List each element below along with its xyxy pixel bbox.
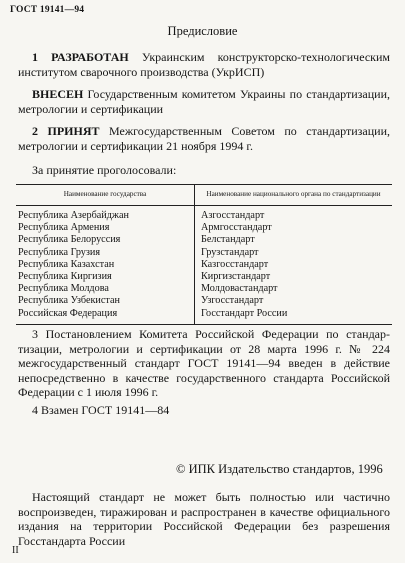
item-introduced-lead: ВНЕСЕН — [32, 87, 84, 101]
table-cell-body: Узгосстандарт — [195, 295, 393, 307]
item-2-adopted — [18, 124, 390, 153]
table-cell-state: Республика Казахстан — [18, 258, 115, 270]
table-header-body: Наименование национального органа по стандартизации — [195, 185, 393, 206]
table-header-row — [16, 185, 392, 206]
item-1-lead: 1 РАЗРАБОТАН — [32, 50, 129, 64]
document-code: ГОСТ 19141—94 — [10, 5, 85, 15]
table-cell-state: Республика Молдова — [18, 283, 109, 295]
table-row — [16, 283, 392, 295]
item-1-text: Украинским конструкторско-технологическим институтом сварочного производства (УкрИСП) — [18, 50, 390, 79]
table-cell-state: Республика Армения — [18, 222, 110, 234]
table-cell-state: Республика Киргизия — [18, 271, 112, 283]
page-number: II — [12, 545, 19, 556]
table-cell-state: Республика Грузия — [18, 246, 101, 258]
member-states-table — [16, 184, 392, 325]
copyright-notice: © ИПК Издательство стандартов, 1996 — [176, 462, 383, 476]
table-row — [16, 295, 392, 307]
item-4-replaces: 4 Взамен ГОСТ 19141—84 — [32, 403, 170, 417]
table-cell-state: Республика Белоруссия — [18, 234, 121, 246]
table-cell-body: Азгосстандарт — [195, 206, 393, 223]
table-cell-body: Киргизстандарт — [195, 271, 393, 283]
item-introduced — [18, 87, 390, 116]
table-cell-state: Российская Федерация — [16, 308, 195, 325]
item-3-resolution: 3 Постановлением Комитета Российской Федерации по стандартизации, метрологии и сертификации от 28 марта 1996 г. № 224 межгосударственный стандарт ГОСТ 19141—94 введен в действие непосредственно в качестве государственного стандарта Российской Федерации с 1 июля 1996 г. — [18, 327, 390, 399]
table-cell-body: Армгосстандарт — [195, 222, 393, 234]
table-row — [16, 271, 392, 283]
preface-title: Предисловие — [167, 24, 238, 38]
item-2-lead: 2 ПРИНЯТ — [32, 124, 100, 138]
table-row — [16, 206, 392, 223]
table-row — [16, 247, 392, 259]
table-row — [16, 222, 392, 234]
reproduction-notice: Настоящий стандарт не может быть полностью или частично воспроизведен, тиражирован и распространен в качестве официального издания на территории Российской Федерации без разрешения Госстандарта России — [18, 490, 390, 548]
table-row — [16, 308, 392, 325]
item-2-text: Межгосударственным Советом по стандартизации, метрологии и сертификации 21 ноября 1994 г. — [18, 124, 390, 153]
table-row — [16, 234, 392, 246]
table-cell-state: Республика Узбекистан — [18, 295, 120, 307]
table-row — [16, 259, 392, 271]
voted-label: За принятие проголосовали: — [32, 163, 177, 177]
table-cell-state: Республика Азербайджан — [18, 210, 129, 221]
table-cell-body: Грузстандарт — [195, 247, 393, 259]
table-cell-body: Белстандарт — [195, 234, 393, 246]
table-cell-body: Молдовастандарт — [195, 283, 393, 295]
table-cell-body: Госстандарт России — [195, 308, 393, 325]
item-introduced-text: Государственным комитетом Украины по стандартизации, метрологии и сертификации — [18, 87, 390, 116]
table-header-state: Наименование государства — [16, 185, 195, 206]
table-cell-body: Казгосстандарт — [195, 259, 393, 271]
item-1-developed — [18, 50, 390, 79]
